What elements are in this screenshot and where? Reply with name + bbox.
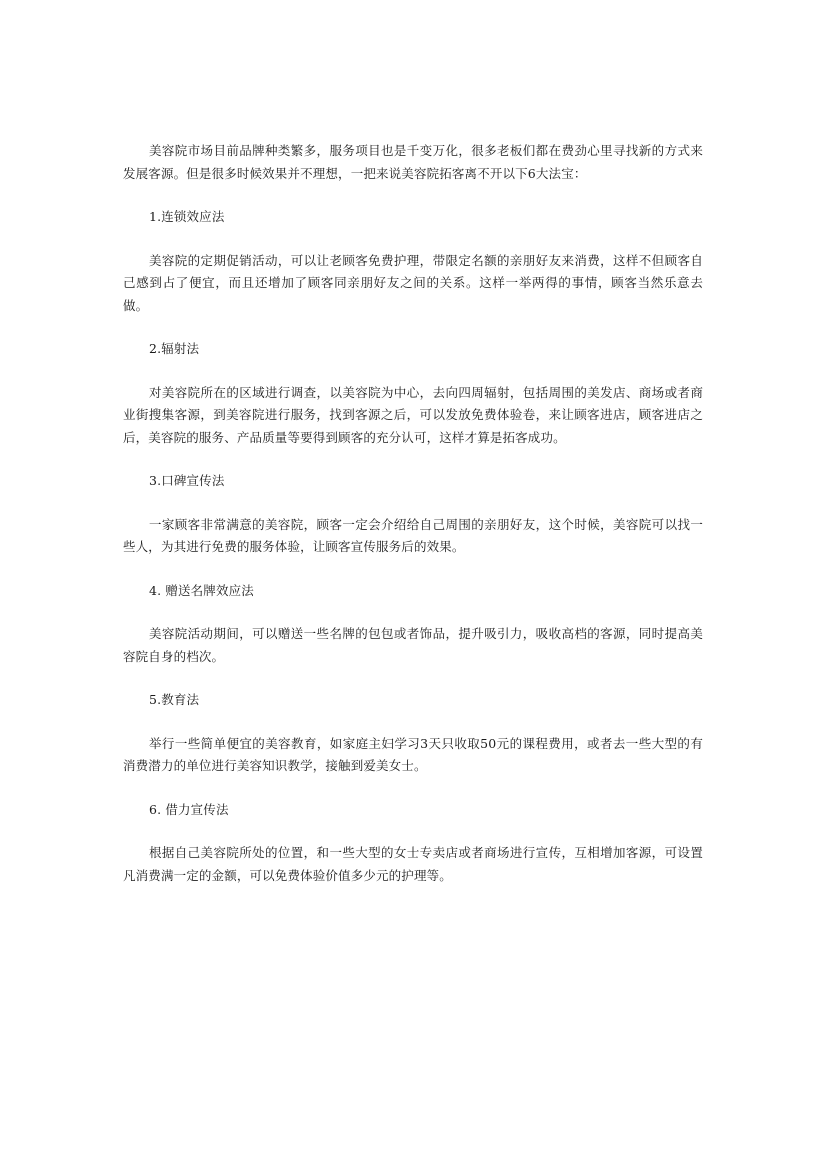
section-heading-6: 6. 借力宣传法	[149, 801, 229, 817]
document-page	[123, 140, 703, 908]
section-heading-3: 3.口碑宣传法	[149, 473, 225, 488]
section-heading-2: 2.辐射法	[149, 341, 200, 356]
section-heading-5: 5.教育法	[149, 692, 200, 707]
section-body-6: 根据自己美容院所处的位置，和一些大型的女士专卖店或者商场进行宣传，互相增加客源，可设置凡消费满一定的金额，可以免费体验价值多少元的护理等。	[123, 845, 703, 883]
section-body-5: 举行一些简单便宜的美容教育，如家庭主妇学习3天只收取50元的课程费用，或者去一些大型的有消费潜力的单位进行美容知识教学，接触到爱美女士。	[123, 735, 703, 773]
section-body-2: 对美容院所在的区域进行调查，以美容院为中心，去向四周辐射，包括周围的美发店、商场或者商业街搜集客源，到美容院进行服务，找到客源之后，可以发放免费体验卷，来让顾客进店，顾客进店之后，美容院的服务、产品质量等要得到顾客的充分认可，这样才算是拓客成功。	[123, 384, 703, 445]
intro-paragraph: 美容院市场目前品牌种类繁多，服务项目也是千变万化，很多老板们都在费劲心里寻找新的方式来发展客源。但是很多时候效果并不理想，一把来说美容院拓客离不开以下6大法宝：	[123, 143, 703, 181]
section-heading-4: 4. 赠送名牌效应法	[149, 582, 254, 598]
section-body-3: 一家顾客非常满意的美容院，顾客一定会介绍给自己周围的亲朋好友，这个时候，美容院可以找一些人，为其进行免费的服务体验，让顾客宣传服务后的效果。	[123, 516, 703, 554]
section-body-1: 美容院的定期促销活动，可以让老顾客免费护理，带限定名额的亲朋好友来消费，这样不但顾客自己感到占了便宜，而且还增加了顾客同亲朋好友之间的关系。这样一举两得的事情，顾客当然乐意去做。	[123, 252, 703, 313]
section-heading-1: 1.连锁效应法	[149, 209, 225, 224]
section-body-4: 美容院活动期间，可以赠送一些名牌的包包或者饰品，提升吸引力，吸收高档的客源，同时提高美容院自身的档次。	[123, 626, 703, 664]
